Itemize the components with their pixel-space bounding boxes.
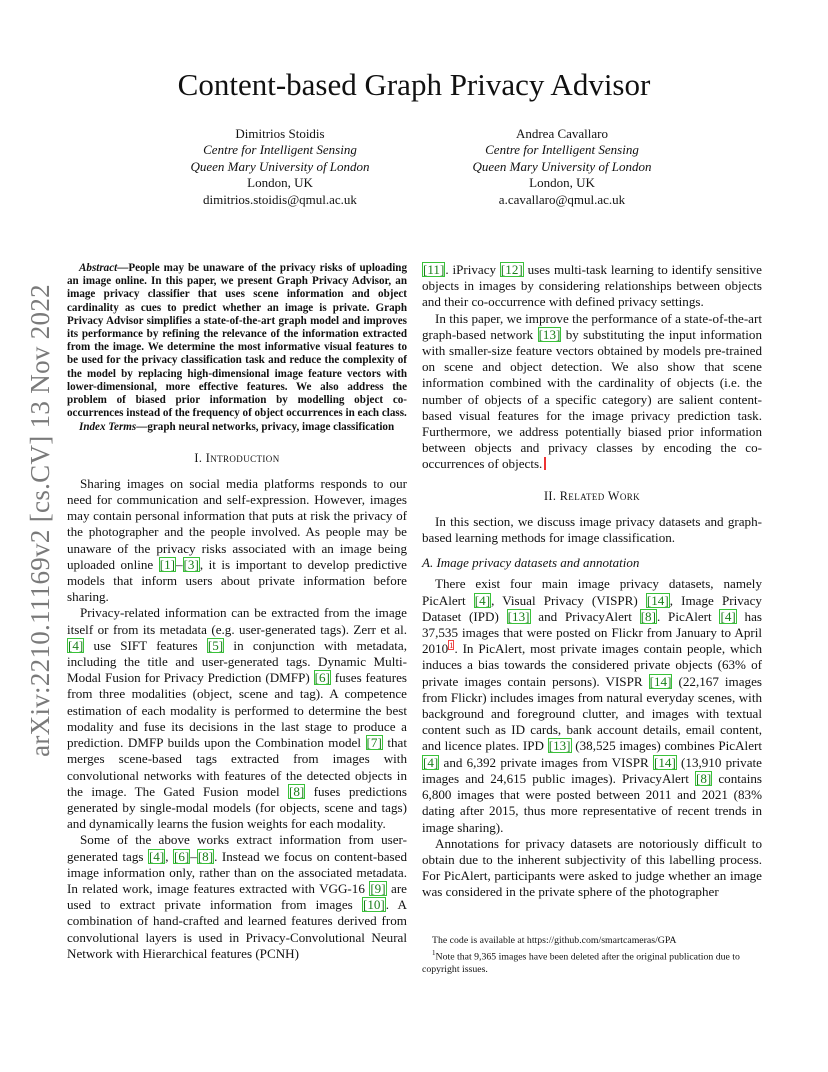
section-heading-related-work: II. Related Work xyxy=(543,488,641,503)
citation-link[interactable]: [8] xyxy=(288,783,305,799)
author-block-2 xyxy=(412,126,712,208)
citation-link[interactable]: [14] xyxy=(653,754,676,770)
intro-paragraph-1: Sharing images on social media platforms responds to our need for communication and self-expression. However, images may contain personal information that puts at risk the privacy of the photographer and the people involved. As people may be unaware of the privacy risks associated with an image being uploaded online [1]–[3], it is important to develop predictive models that inform users about private information before sharing. xyxy=(67,475,407,605)
author-block-1 xyxy=(130,126,430,208)
paper-title: Content-based Graph Privacy Advisor xyxy=(177,67,651,102)
citation-link[interactable]: [1] xyxy=(159,556,175,572)
index-terms: Index Terms—graph neural networks, privacy, image classification xyxy=(79,421,395,434)
citation-link[interactable]: [4] xyxy=(474,592,491,608)
citation-link[interactable]: [8] xyxy=(197,848,214,864)
author-location: London, UK xyxy=(529,175,595,191)
footnotes xyxy=(422,935,762,976)
citation-link[interactable]: [4] xyxy=(148,848,165,864)
citation-link[interactable]: [10] xyxy=(362,897,385,913)
citation-link[interactable]: [14] xyxy=(646,592,669,608)
citation-link[interactable]: [4] xyxy=(423,754,439,770)
citation-link[interactable]: [6] xyxy=(314,670,330,686)
author-affiliation: Queen Mary University of London xyxy=(472,158,652,174)
intro-paragraph-2: Privacy-related information can be extracted from the image itself or from its metadata (e.g. user-generated tags). Zerr et al. [4] use SIFT features [5] in conjunction with metadata, including the title and user-generated tags. Dynamic Multi-Modal Fusion for Privacy Prediction (DMFP) [6] fuses features from three modalities (object, scene and tag). A competence estimation of each modality is performed to determine the best modality and fuse its decisions in the last stage to produce a prediction. DMFP builds upon the Combination model [7] that merges scene-based tags extracted from images with convolutional networks with features of the detected objects in the image. The Gated Fusion model [8] fuses predictions generated by single-modal models (for objects, scene and tags) and dynamically learns the fusion weights for each modality. xyxy=(67,605,408,832)
author-affiliation: Centre for Intelligent Sensing xyxy=(203,142,357,158)
citation-link[interactable]: [11] xyxy=(423,262,445,277)
author-affiliation: Queen Mary University of London xyxy=(190,158,370,174)
citation-link[interactable]: [14] xyxy=(649,673,672,689)
citation-link[interactable]: [13] xyxy=(507,608,530,624)
intro-paragraph-3-continued: [11]. iPrivacy [12] uses multi-task learning to identify sensitive objects in images by considering relationships between objects and their co-occurrence with defined privacy settings. xyxy=(422,262,762,310)
citation-link[interactable]: [8] xyxy=(695,770,712,786)
author-email: a.cavallaro@qmul.ac.uk xyxy=(498,191,626,207)
right-column xyxy=(422,262,762,901)
author-name: Dimitrios Stoidis xyxy=(235,126,325,141)
citation-link[interactable]: [3] xyxy=(183,556,199,572)
citation-link[interactable]: [6] xyxy=(173,848,190,864)
abstract: Abstract—People may be unaware of the privacy risks of uploading an image online. In this paper, we present Graph Privacy Advisor, an image privacy classifier that uses scene information and object cardinality as cues to predict whether an image is private. Graph Privacy Advisor simplifies a state-of-the-art graph model and improves its performance by refining the relevance of the information extracted from the image. We determine the most informative visual features to be used for the privacy classification task and reduce the complexity of the model by replacing high-dimensional image feature vectors with lower-dimensional, more effective features. We also address the problem of biased prior information by modelling object co-occurrences instead of the frequency of object occurrences in each class. xyxy=(67,262,407,420)
author-affiliation: Centre for Intelligent Sensing xyxy=(485,142,639,158)
citation-link[interactable]: [8] xyxy=(640,608,656,624)
related-paragraph-1: In this section, we discuss image privacy datasets and graph-based learning methods for image classification. xyxy=(422,513,762,546)
citation-link[interactable]: [5] xyxy=(207,637,224,653)
author-email: dimitrios.stoidis@qmul.ac.uk xyxy=(203,191,357,207)
citation-link[interactable]: [13] xyxy=(548,738,571,754)
section-heading-introduction: I. Introduction xyxy=(194,450,280,465)
code-footnote: The code is available at https://github.com/smartcameras/GPA xyxy=(432,935,677,946)
related-paragraph-2: There exist four main image privacy datasets, namely PicAlert [4], Visual Privacy (VISPR) [14], Image Privacy Dataset (IPD) [13] and PrivacyAlert [8]. PicAlert [4] has 37,535 images that were posted on Flickr from January to April 2010$^1$. In PicAlert, most private images contain people, which induces a bias towards the considered private objects (63% of private images contain persons). VISPR [14] (22,167 images from Flickr) includes images from natural everyday scenes, with background and foreground clutter, and images with textual content such as ID cards, bank account details, email content, and licence plates. IPD [13] (38,525 images) combines PicAlert [4] and 6,392 private images from VISPR [14] (13,910 private images and 24,615 public images). PrivacyAlert [8] contains 6,800 images that were posted between 2011 and 2021 (83% dating after 2015, thus more representative of recent trends in image sharing). xyxy=(422,576,763,835)
arxiv-identifier: arXiv:2210.11169v2 [cs.CV] 13 Nov 2022 xyxy=(24,283,55,757)
subsection-heading: A. Image privacy datasets and annotation xyxy=(422,555,640,571)
left-column xyxy=(67,262,407,962)
footnote-link[interactable]: 1 xyxy=(449,639,454,650)
author-location: London, UK xyxy=(247,175,313,191)
citation-link[interactable]: [7] xyxy=(366,735,382,751)
intro-paragraph-4: In this paper, we improve the performance of a state-of-the-art graph-based network [13] by substituting the input information with smaller-size feature vectors obtained by models pre-trained on scene and object detection. We also show that scene information combined with the cardinality of objects (i.e. the number of objects of a specific category) are salient content-based visual features for the image privacy prediction task. Furthermore, we address potentially biased prior information between objects and privacy classes by encoding the co-occurrences of objects. xyxy=(422,310,762,472)
citation-link[interactable]: [4] xyxy=(68,637,84,653)
citation-link[interactable]: [13] xyxy=(538,326,561,342)
citation-link[interactable]: [12] xyxy=(500,262,523,277)
citation-link[interactable]: [4] xyxy=(720,608,736,624)
related-paragraph-3: Annotations for privacy datasets are notoriously difficult to obtain due to the inherent subjectivity of this labelling process. For PicAlert, participants were asked to judge whether an image was considered in the private sphere of the photographer xyxy=(422,835,762,900)
intro-paragraph-3: Some of the above works extract information from user-generated tags [4], [6]–[8]. Instead we focus on content-based image information only, rather than on the associated metadata. In related work, image features extracted with VGG-16 [9] are used to extract private information from images [10]. A combination of hand-crafted and learned features derived from convolutional layers is used in Privacy-Convolutional Neural Network with Hierarchical features (PCNH) xyxy=(67,832,408,961)
author-name: Andrea Cavallaro xyxy=(515,126,609,141)
footnote-1: $^1$Note that 9,365 images have been deleted after the original publication due to copyright issues. xyxy=(422,949,740,975)
citation-link[interactable]: [9] xyxy=(370,880,386,896)
footnote-marker[interactable] xyxy=(544,457,546,470)
